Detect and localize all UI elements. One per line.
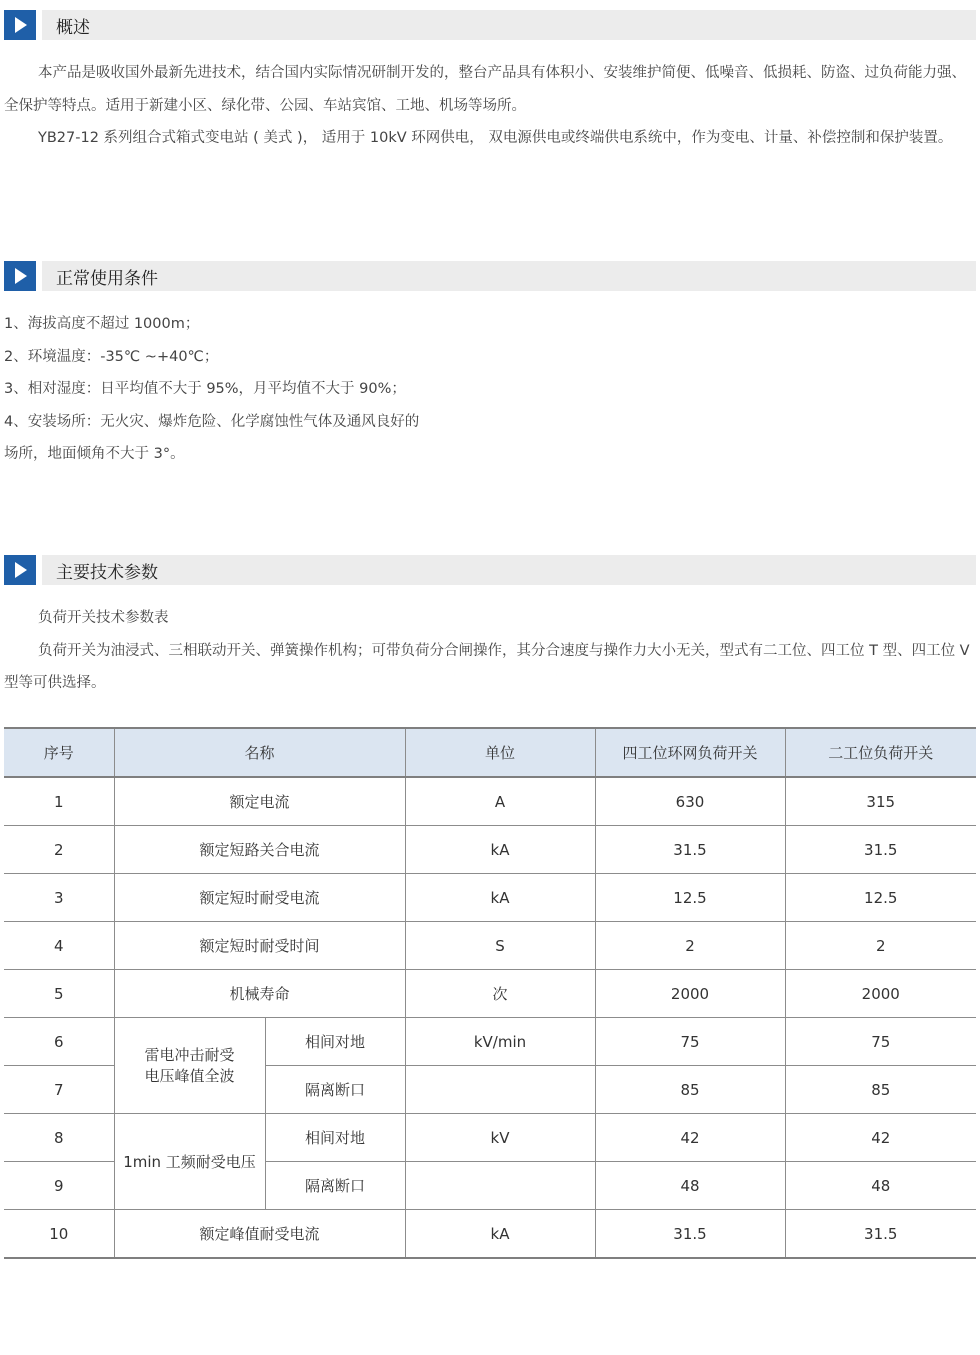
section-header-overview — [4, 10, 976, 40]
cell-name: 额定电流 — [114, 777, 405, 826]
cell-unit: kV/min — [405, 1018, 595, 1066]
cell-four-position: 42 — [595, 1114, 785, 1162]
cell-unit: kV — [405, 1114, 595, 1162]
table-row — [4, 922, 976, 970]
cell-unit: A — [405, 777, 595, 826]
table-row — [4, 874, 976, 922]
cell-four-position: 630 — [595, 777, 785, 826]
cell-four-position: 48 — [595, 1162, 785, 1210]
parameter-table — [4, 727, 976, 1259]
section-header-parameters — [4, 555, 976, 585]
column-header-name: 名称 — [114, 728, 405, 777]
cell-unit: kA — [405, 1210, 595, 1259]
table-row — [4, 777, 976, 826]
list-item: 1、海拔高度不超过 1000m； — [4, 316, 200, 332]
list-item: 4、安装场所：无火灾、爆炸危险、化学腐蚀性气体及通风良好的 — [4, 413, 420, 430]
list-item: 3、相对湿度：日平均值不大于 95%，月平均值不大于 90%； — [4, 381, 406, 397]
cell-two-position: 42 — [785, 1114, 976, 1162]
cell-two-position: 315 — [785, 777, 976, 826]
column-header-no: 序号 — [4, 728, 114, 777]
table-header-row — [4, 728, 976, 777]
cell-sub-name: 相间对地 — [265, 1114, 405, 1162]
play-arrow-icon — [4, 10, 36, 40]
table-row — [4, 1114, 976, 1162]
cell-two-position: 48 — [785, 1162, 976, 1210]
table-row — [4, 826, 976, 874]
cell-four-position: 2000 — [595, 970, 785, 1018]
table-row — [4, 1018, 976, 1066]
cell-unit: 次 — [405, 970, 595, 1018]
cell-no: 6 — [4, 1018, 114, 1066]
cell-sub-name: 相间对地 — [265, 1018, 405, 1066]
cell-four-position: 31.5 — [595, 826, 785, 874]
play-arrow-icon — [4, 555, 36, 585]
cell-unit: kA — [405, 874, 595, 922]
cell-two-position: 75 — [785, 1018, 976, 1066]
cell-name: 额定短路关合电流 — [114, 826, 405, 874]
overview-paragraph: 本产品是吸收国外最新先进技术，结合国内实际情况研制开发的，整台产品具有体积小、安装维护简便、低噪音、低损耗、防盗、过负荷能力强、全保护等特点。适用于新建小区、绿化带、公园、车站宾馆、工地、机场等场所。 — [4, 65, 966, 114]
cell-two-position: 31.5 — [785, 826, 976, 874]
section-title: 正常使用条件 — [42, 261, 976, 291]
column-header-two-position: 二工位负荷开关 — [785, 728, 976, 777]
cell-name: 额定短时耐受电流 — [114, 874, 405, 922]
cell-two-position: 2000 — [785, 970, 976, 1018]
cell-no: 7 — [4, 1066, 114, 1114]
conditions-list — [4, 308, 976, 471]
table-row — [4, 1210, 976, 1259]
cell-group-name: 1min 工频耐受电压 — [114, 1114, 265, 1210]
table-row — [4, 970, 976, 1018]
cell-no: 5 — [4, 970, 114, 1018]
list-item: 2、环境温度：-35℃ ~+40℃； — [4, 348, 219, 365]
cell-two-position: 12.5 — [785, 874, 976, 922]
cell-unit — [405, 1066, 595, 1114]
overview-body — [4, 57, 976, 155]
cell-sub-name: 隔离断口 — [265, 1066, 405, 1114]
cell-no: 3 — [4, 874, 114, 922]
cell-four-position: 75 — [595, 1018, 785, 1066]
cell-two-position: 85 — [785, 1066, 976, 1114]
cell-no: 4 — [4, 922, 114, 970]
cell-no: 8 — [4, 1114, 114, 1162]
cell-unit — [405, 1162, 595, 1210]
cell-no: 1 — [4, 777, 114, 826]
section-header-conditions — [4, 261, 976, 291]
cell-no: 9 — [4, 1162, 114, 1210]
cell-unit: S — [405, 922, 595, 970]
column-header-four-position: 四工位环网负荷开关 — [595, 728, 785, 777]
cell-unit: kA — [405, 826, 595, 874]
cell-name: 机械寿命 — [114, 970, 405, 1018]
play-arrow-icon — [4, 261, 36, 291]
cell-four-position: 85 — [595, 1066, 785, 1114]
cell-name: 额定峰值耐受电流 — [114, 1210, 405, 1259]
cell-sub-name: 隔离断口 — [265, 1162, 405, 1210]
cell-name: 额定短时耐受时间 — [114, 922, 405, 970]
overview-paragraph: YB27-12 系列组合式箱式变电站 ( 美式 )， 适用于 10kV 环网供电， 双电源供电或终端供电系统中，作为变电、计量、补偿控制和保护装置。 — [38, 130, 953, 146]
cell-two-position: 31.5 — [785, 1210, 976, 1259]
section-title: 概述 — [42, 10, 976, 40]
cell-two-position: 2 — [785, 922, 976, 970]
table-caption: 负荷开关技术参数表 — [38, 610, 169, 626]
list-item: 场所，地面倾角不大于 3°。 — [4, 446, 185, 462]
cell-no: 10 — [4, 1210, 114, 1259]
column-header-unit: 单位 — [405, 728, 595, 777]
parameters-paragraph: 负荷开关为油浸式、三相联动开关、弹簧操作机构；可带负荷分合闸操作，其分合速度与操作力大小无关，型式有二工位、四工位 T 型、四工位 V 型等可供选择。 — [4, 642, 970, 691]
parameters-body — [4, 602, 976, 700]
cell-four-position: 2 — [595, 922, 785, 970]
cell-four-position: 12.5 — [595, 874, 785, 922]
section-title: 主要技术参数 — [42, 555, 976, 585]
cell-group-name: 雷电冲击耐受 电压峰值全波 — [114, 1018, 265, 1114]
cell-no: 2 — [4, 826, 114, 874]
cell-four-position: 31.5 — [595, 1210, 785, 1259]
